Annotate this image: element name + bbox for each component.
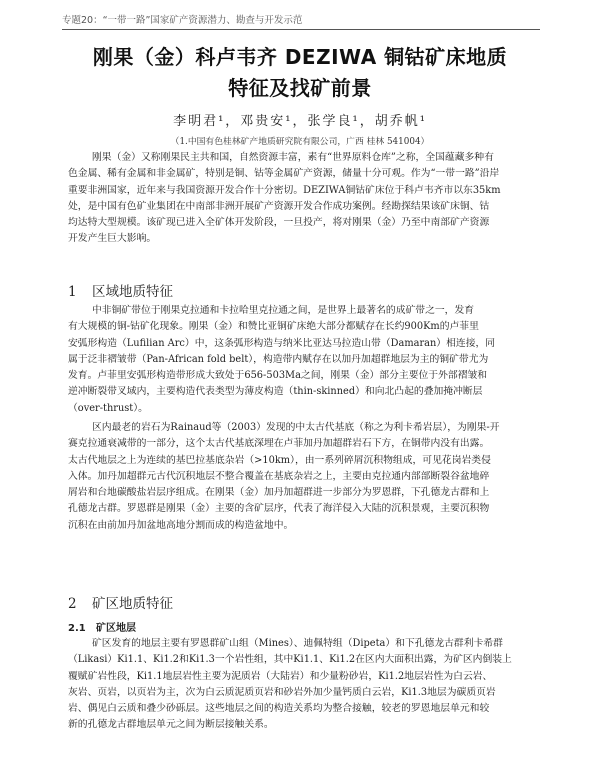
body-line: （Likasi）Ki1.1、Ki1.2和Ki1.3一个岩性组，其中Ki1.1、Ki1.2在区内大面积出露，为矿区内倒装上 [68,654,512,666]
section-title: 区域地质特征 [92,284,173,300]
section-number: 1 [68,284,77,300]
subsection-heading [68,619,136,634]
body-line: 太古代地层之上为连续的基巴拉基底杂岩（>10km），由一系列碎屑沉积物组成，可见花岗岩类侵 [68,454,491,466]
running-header: 专题20：“一带一路”国家矿产资源潜力、勘查与开发示范 [62,15,303,26]
affiliation: （1.中国有色桂林矿产地质研究院有限公司，广西 桂林 541004） [170,137,430,147]
body-line: 新的孔德龙古群地层单元之间为断层接触关系。 [68,719,274,731]
author-list: 李明君¹，邓贵安¹，张学良¹，胡乔帆¹ [173,114,427,129]
abstract-line: 重要非洲国家，近年来与我国资源开发合作十分密切。DEZIWA铜钴矿床位于科卢韦齐市以东35km [68,184,501,196]
abstract-line: 开发产生巨大影响。 [68,233,157,245]
section-title: 矿区地质特征 [92,596,173,612]
subsection-title: 矿区地层 [96,623,136,634]
body-line: 逆冲断裂带叉域内，主要构造代表类型为薄皮构造（thin-skinned）和向北凸起的叠加掩冲断层 [68,386,483,398]
body-line: 屑岩和台地碳酸盐岩层序组成。在刚果（金）加丹加超群进一步部分为罗恩群，下孔德龙古群和上 [68,487,490,499]
body-line: 矿区发育的地层主要有罗恩群矿山组（Mines）、迪佩特组（Dipeta）和下孔德龙古群利卡希群 [92,638,503,649]
abstract-line: 色金属、稀有金属和非金属矿，特别是铜、钴等金属矿产资源，储量十分可观。作为“一带一路”沿岸 [68,168,500,180]
paper-title-line1: 刚果（金）科卢韦齐 DEZIWA 铜钴矿床地质 [92,45,508,69]
body-line: 孔德龙古群。罗恩群是刚果（金）主要的含矿层序，代表了海洋侵入大陆的沉积景观，主要沉积物 [68,503,490,515]
section1-paragraph1 [68,303,535,417]
abstract [68,150,535,248]
abstract-line: 刚果（金）又称刚果民主共和国，自然资源丰富，素有“世界原料仓库”之称，全国蕴藏多种有 [92,152,494,163]
abstract-line: 处，是中国有色矿业集团在中南部非洲开展矿产资源开发合作成功案例。经勘探结果该矿床铜、钴 [68,200,490,212]
section-heading-1 [68,280,173,300]
body-line: （over-thrust）。 [68,402,148,414]
body-line: 属于泛非褶皱带（Pan-African fold belt），构造带内赋存在以加丹加超群地层为主的铜矿带尤为 [68,353,489,365]
header-rule [62,29,540,30]
body-line: 沉积在由前加丹加盆地高地分割而成的构造盆地中。 [68,519,294,531]
body-line: 区内最老的岩石为Rainaud等（2003）发现的中太古代基底（称之为利卡希岩层），为刚果-开 [92,422,500,433]
section-heading-2 [68,592,173,612]
section-number: 2 [68,596,77,612]
abstract-line: 均达特大型规模。该矿现已进入全矿体开发阶段，一旦投产，将对刚果（金）乃至中南部矿产资源 [68,217,490,229]
body-line: 岩、偶见白云质和叠少砂砾层。这些地层之间的构造关系均为整合接触，较老的罗恩地层单元和较 [68,703,490,715]
body-line: 入体。加丹加超群元古代沉积地层不整合覆盖在基底杂岩之上，主要由克拉通内部部断裂谷盆地碎 [68,470,490,482]
body-line: 安弧形构造（Lufilian Arc）中，这条弧形构造与纳米比亚达马拉造山带（Damaran）相连接，同 [68,337,496,349]
body-line: 赛克拉通衰减带的一部分，这个太古代基底深埋在卢菲加丹加超群岩石下方，在铜带内没有出露。 [68,438,490,450]
body-line: 中非铜矿带位于刚果克拉通和卡拉哈里克拉通之间，是世界上最著名的成矿带之一，发育 [92,305,475,316]
section1-paragraph2 [68,420,535,534]
body-line: 灰岩、页岩，以页岩为主，次为白云质泥质页岩和砂岩外加少量钙质白云岩，Ki1.3地层为碳质页岩 [68,686,496,698]
body-line: 有大规模的铜-钴矿化现象。刚果（金）和赞比亚铜矿床绝大部分都赋存在长约900Km的卢菲里 [68,321,479,333]
body-line: 发育。卢菲里安弧形构造带形成大致处于656-503Ma之间，刚果（金）部分主要位于外部褶皱和 [68,370,488,382]
section2-paragraph1 [68,636,535,734]
body-line: 覆赋矿岩性段，Ki1.1地层岩性主要为泥质岩（大陆岩）和少量粉砂岩，Ki1.2地层岩性为白云岩、 [68,670,493,682]
paper-title-line2: 特征及找矿前景 [228,76,372,100]
subsection-number: 2.1 [68,623,86,634]
